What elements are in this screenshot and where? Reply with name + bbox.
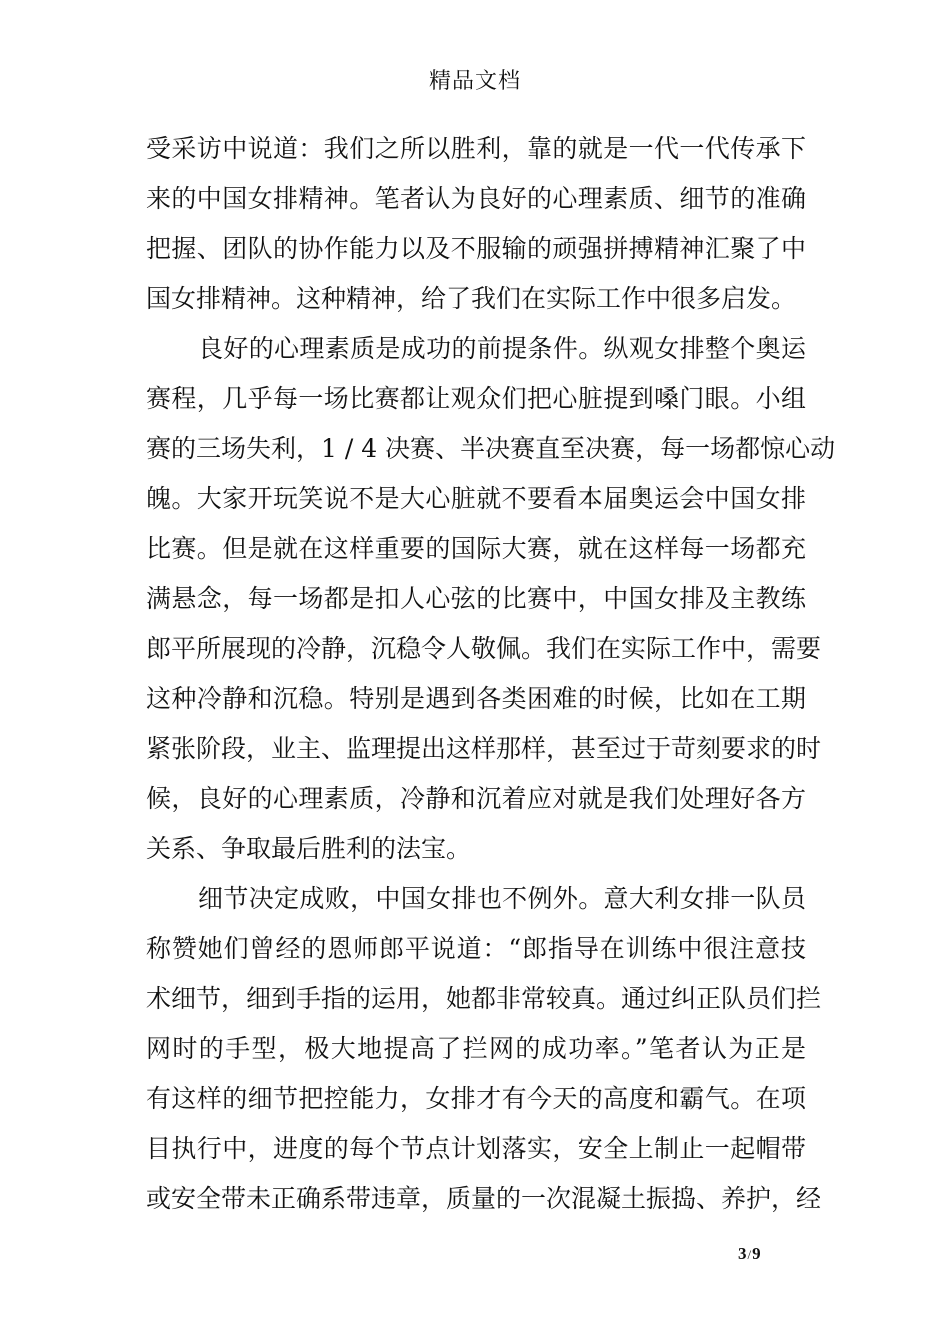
text-line: 比赛。但是就在这样重要的国际大赛，就在这样每一场都充 bbox=[146, 534, 806, 563]
text-line: 术细节，细到手指的运用，她都非常较真。通过纠正队员们拦 bbox=[146, 984, 822, 1013]
text-line: 紧张阶段，业主、监理提出这样那样，甚至过于苛刻要求的时 bbox=[146, 734, 822, 763]
text-line: 赛的三场失利，1 / 4 决赛、半决赛直至决赛，每一场都惊心动 bbox=[146, 434, 836, 463]
text-line: 关系、争取最后胜利的法宝。 bbox=[146, 834, 472, 863]
text-line: 网时的手型，极大地提高了拦网的成功率。”笔者认为正是 bbox=[146, 1034, 806, 1063]
text-line: 把握、团队的协作能力以及不服输的顽强拼搏精神汇聚了中 bbox=[146, 234, 806, 263]
text-line: 候，良好的心理素质，冷静和沉着应对就是我们处理好各方 bbox=[146, 784, 806, 813]
text-line: 郎平所展现的冷静，沉稳令人敬佩。我们在实际工作中，需要 bbox=[146, 634, 822, 663]
page-separator: / bbox=[747, 1247, 752, 1262]
text-line: 细节决定成败，中国女排也不例外。意大利女排一队员 bbox=[198, 884, 806, 913]
text-line: 魄。大家开玩笑说不是大心脏就不要看本届奥运会中国女排 bbox=[146, 484, 806, 513]
total-page-number: 9 bbox=[752, 1244, 761, 1263]
text-line: 称赞她们曾经的恩师郎平说道：“郎指导在训练中很注意技 bbox=[146, 934, 806, 963]
page-number bbox=[738, 1244, 761, 1264]
text-line: 或安全带未正确系带违章，质量的一次混凝土振捣、养护，经 bbox=[146, 1184, 822, 1213]
document-body bbox=[146, 124, 836, 1224]
text-line: 满悬念，每一场都是扣人心弦的比赛中，中国女排及主教练 bbox=[146, 584, 806, 613]
text-line: 国女排精神。这种精神，给了我们在实际工作中很多启发。 bbox=[146, 284, 797, 313]
text-line: 赛程，几乎每一场比赛都让观众们把心脏提到嗓门眼。小组 bbox=[146, 384, 806, 413]
text-line: 这种冷静和沉稳。特别是遇到各类困难的时候，比如在工期 bbox=[146, 684, 806, 713]
current-page-number: 3 bbox=[738, 1244, 747, 1263]
text-line: 受采访中说道：我们之所以胜利，靠的就是一代一代传承下 bbox=[146, 134, 806, 163]
text-line: 目执行中，进度的每个节点计划落实，安全上制止一起帽带 bbox=[146, 1134, 806, 1163]
page-header-title: 精品文档 bbox=[428, 69, 521, 94]
text-line: 有这样的细节把控能力，女排才有今天的高度和霸气。在项 bbox=[146, 1084, 806, 1113]
text-line: 来的中国女排精神。笔者认为良好的心理素质、细节的准确 bbox=[146, 184, 806, 213]
text-line: 良好的心理素质是成功的前提条件。纵观女排整个奥运 bbox=[198, 334, 806, 363]
